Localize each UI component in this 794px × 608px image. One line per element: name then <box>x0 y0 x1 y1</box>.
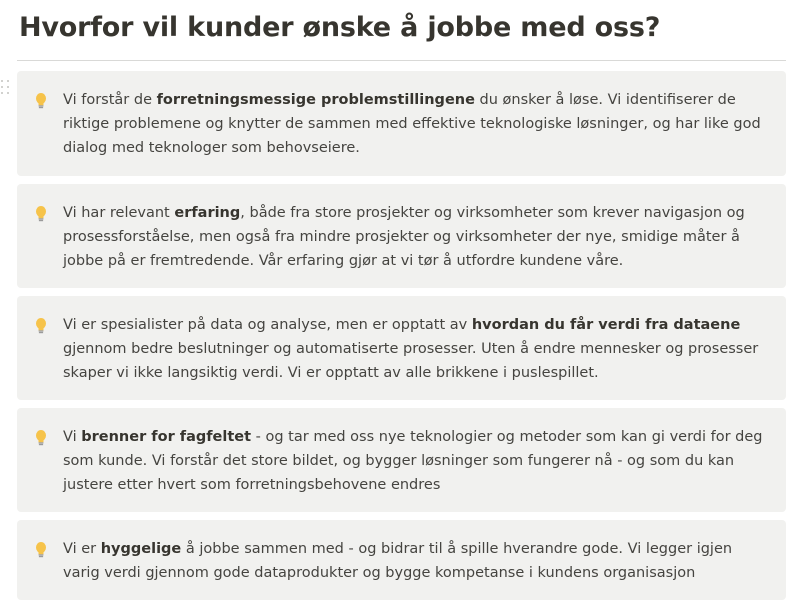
drag-handle-icon[interactable] <box>1 80 13 96</box>
callout-highlight: forretningsmessige problemstillingene <box>156 92 475 108</box>
callout-text: Vi har relevant erfaring, både fra store prosjekter og virksomheter som krever navigasjon og prosessforståelse, men også fra mindre prosjekter og virksomheter der nye, smidige måter å jobbe på er fremtredende. Vår erfaring gjør at vi tør å utfordre kundene våre. <box>63 205 745 269</box>
callout-text: Vi brenner for fagfeltet - og tar med oss nye teknologier og metoder som kan gi verdi for deg som kunde. Vi forstår det store bildet, og bygger løsninger som fungerer nå - og som du kan justere etter hvert som forretningsbehovene endres <box>63 429 763 493</box>
lightbulb-icon <box>34 317 48 335</box>
callout-highlight: brenner for fagfeltet <box>81 429 252 445</box>
page-title: Hvorfor vil kunder ønske å jobbe med oss? <box>19 12 661 43</box>
lightbulb-icon <box>34 92 48 110</box>
lightbulb-icon <box>34 205 48 223</box>
lightbulb-icon <box>34 541 48 559</box>
callout-text: Vi forstår de forretningsmessige problemstillingene du ønsker å løse. Vi identifiserer de riktige problemene og knytter de sammen med effektive teknologiske løsninger, og har like god dialog med teknologer som behovseiere. <box>63 92 761 156</box>
callout-text: Vi er spesialister på data og analyse, men er opptatt av hvordan du får verdi fra dataene gjennom bedre beslutninger og automatiserte prosesser. Uten å endre mennesker og prosesser skaper vi ikke langsiktig verdi. Vi er opptatt av alle brikkene i puslespillet. <box>63 317 759 381</box>
callout-list <box>17 71 786 608</box>
lightbulb-icon <box>34 429 48 447</box>
callout-highlight: hyggelige <box>100 541 182 557</box>
callout-experience[interactable] <box>17 184 786 288</box>
callout-text: Vi er hyggelige å jobbe sammen med - og bidrar til å spille hverandre gode. Vi legger igjen varig verdi gjennom gode dataprodukter og bygge kompetanse i kundens organisasjon <box>63 541 733 581</box>
callout-passion[interactable] <box>17 408 786 512</box>
callout-understanding[interactable] <box>17 71 786 176</box>
callout-highlight: hvordan du får verdi fra dataene <box>471 317 741 333</box>
callout-data-value[interactable] <box>17 296 786 400</box>
callout-highlight: erfaring <box>174 205 241 221</box>
callout-friendly[interactable] <box>17 520 786 600</box>
divider <box>17 60 786 61</box>
